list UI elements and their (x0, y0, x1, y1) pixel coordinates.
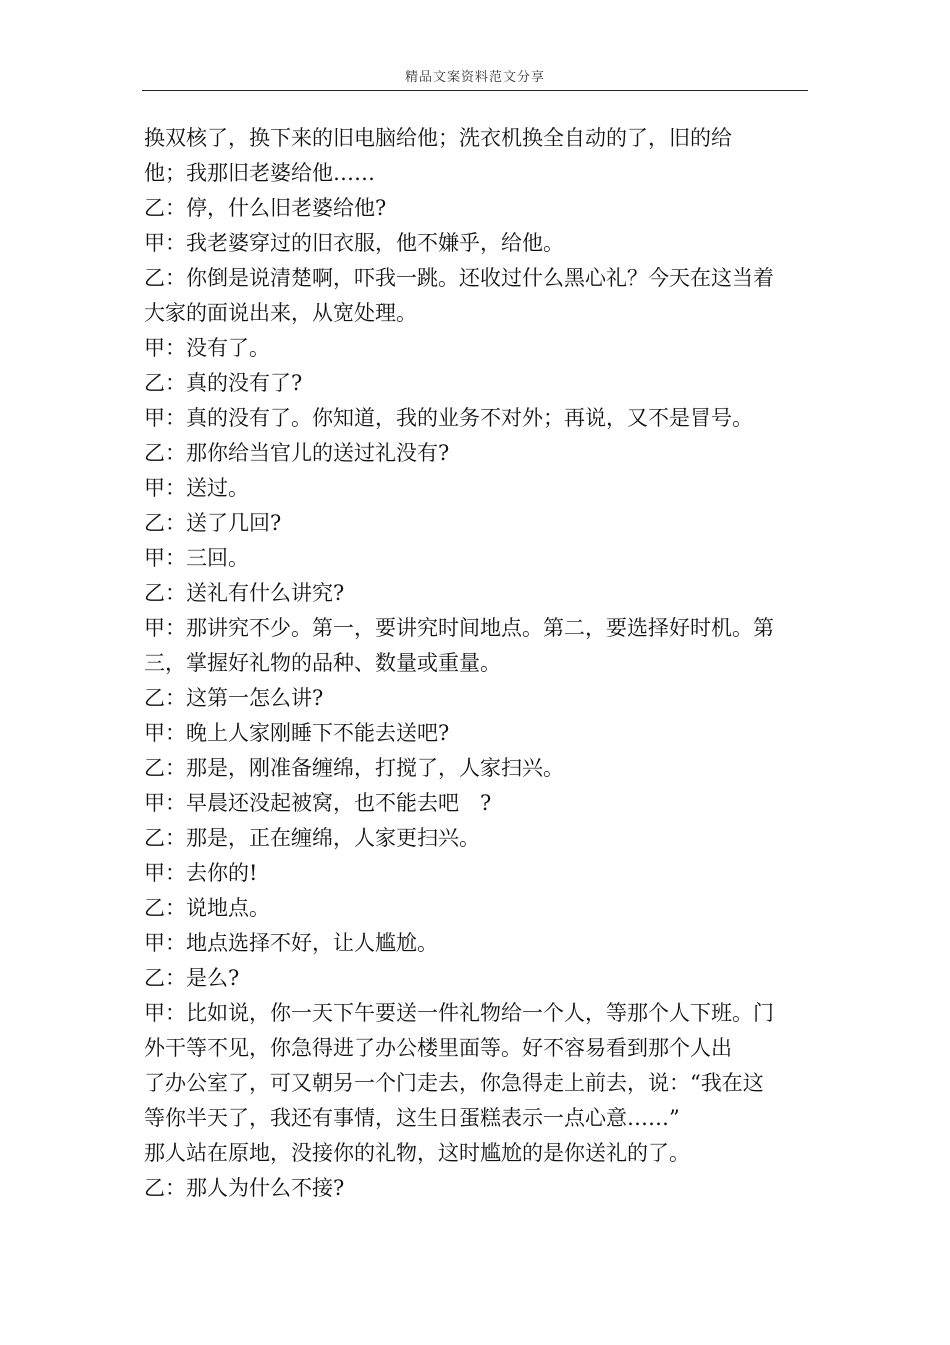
text-line: 甲：真的没有了。你知道，我的业务不对外；再说，又不是冒号。 (144, 406, 753, 430)
text-line: 换双核了，换下来的旧电脑给他；洗衣机换全自动的了，旧的给 (144, 126, 732, 150)
header-divider (142, 90, 808, 91)
text-line: 甲：那讲究不少。第一，要讲究时间地点。第二，要选择好时机。第 (144, 616, 774, 640)
text-line: 三，掌握好礼物的品种、数量或重量。 (144, 651, 501, 675)
text-line: 乙：停，什么旧老婆给他? (144, 196, 387, 220)
text-line: 甲：没有了。 (144, 336, 270, 360)
text-line: 乙：说地点。 (144, 896, 270, 920)
text-line: 乙：那是，刚准备缠绵，打搅了，人家扫兴。 (144, 756, 564, 780)
text-line: 等你半天了，我还有事情，这生日蛋糕表示一点心意……” (144, 1106, 680, 1130)
text-line: 甲：去你的! (144, 861, 258, 885)
text-line: 甲：三回。 (144, 546, 249, 570)
text-line: 甲：我老婆穿过的旧衣服，他不嫌乎，给他。 (144, 231, 564, 255)
text-line: 乙：送礼有什么讲究? (144, 581, 345, 605)
text-line: 了办公室了，可又朝另一个门走去，你急得走上前去，说：“我在这 (144, 1071, 764, 1095)
text-line: 甲：比如说，你一天下午要送一件礼物给一个人，等那个人下班。门 (144, 1001, 774, 1025)
text-line: 乙：真的没有了? (144, 371, 303, 395)
text-line: 乙：是么? (144, 966, 240, 990)
text-line: 甲：送过。 (144, 476, 249, 500)
text-line: 他；我那旧老婆给他…… (144, 161, 375, 185)
text-line: 那人站在原地，没接你的礼物，这时尴尬的是你送礼的了。 (144, 1141, 690, 1165)
text-line: 乙：那是，正在缠绵，人家更扫兴。 (144, 826, 480, 850)
text-line: 甲：晚上人家刚睡下不能去送吧? (144, 721, 450, 745)
text-line: 乙：这第一怎么讲? (144, 686, 324, 710)
page-header: 精品文案资料范文分享 (404, 70, 545, 85)
document-body (144, 121, 784, 1206)
text-line: 甲：地点选择不好，让人尴尬。 (144, 931, 438, 955)
text-line: 外干等不见，你急得进了办公楼里面等。好不容易看到那个人出 (144, 1036, 732, 1060)
text-line: 乙：那你给当官儿的送过礼没有? (144, 441, 450, 465)
text-line: 甲：早晨还没起被窝，也不能去吧 ? (144, 791, 492, 815)
text-line: 乙：送了几回? (144, 511, 282, 535)
text-line: 乙：那人为什么不接? (144, 1176, 345, 1200)
text-line: 大家的面说出来，从宽处理。 (144, 301, 417, 325)
text-line: 乙：你倒是说清楚啊，吓我一跳。还收过什么黑心礼？今天在这当着 (144, 266, 774, 290)
